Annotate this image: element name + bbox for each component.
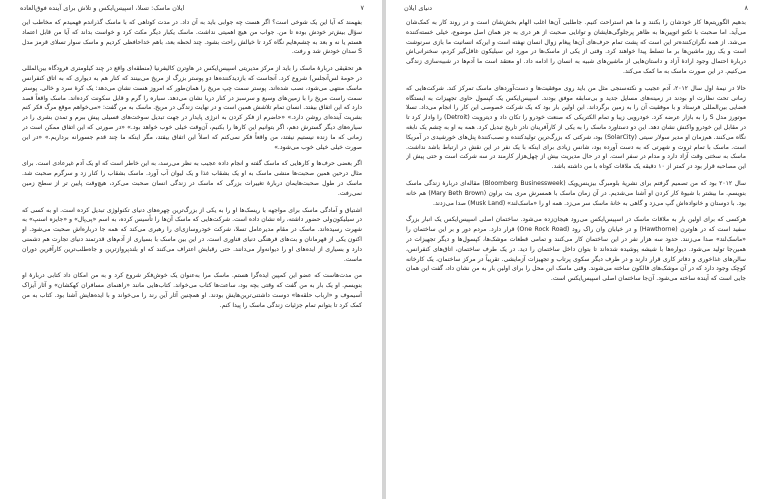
right-page-body bbox=[406, 18, 746, 495]
paragraph: بدهیم الگوریتم‌ها کار خودشان را بکنند و ما هم استراحت کنیم. جاطلبی آن‌ها اغلب الهام بخش‌شان است و در روند کار به کمک‌شان می‌آید. اما صحبت با تکنو اتوپین‌ها به ظاهر پرجلوگی‌هایشان و توانایی صحبت از هر دری به جز همان اصل موضوع، خیلی خسته‌کننده می‌شد. از همه نگران‌کننده‌تر این است که پشت تمام حرف‌های آن‌ها پیغام زوال انسان نهفته است و این‌که انسانیت ما بازی سرنوشت است و یک روز ماشین‌ها بر ما تسلط پیدا خواهند کرد. وقتی از یکی از ماسک‌ها در مورد این سیلیکون غافل‌گیر کردم، سخنرانی‌اش دربارهٔ احتمال وجود ارادهٔ آزاد و داستان‌هایی از ماشین‌های شبیه به انسان را ادامه داد. او معتقد است ما آدم‌ها در شبیه‌سازی زندگی می‌کنیم. در این صورت ماسک به ما کمک می‌کند. bbox=[406, 19, 746, 75]
page-gutter bbox=[382, 0, 386, 499]
left-page bbox=[4, 0, 380, 499]
right-page-running-head: دنیای ایلان bbox=[404, 4, 433, 12]
paragraph: سال ۲۰۱۲ بود که من تصمیم گرفتم برای نشریهٔ بلومبرگ بیزینس‌ویک (Bloomberg Businessweek) مقاله‌ای دربارهٔ زندگی ماسک بنویسم. ما بیشتر با شیوهٔ کار کردن او آشنا می‌شدیم. در آن زمان ماسک با همسرش مری بث براون (Mary Beth Brown) هم خانه بود. با دوستان و خانواده‌اش گپ می‌زد و گاهی به خانهٔ ماسک سر می‌زد. همه او را «ماسک‌لند» (Musk Land) صدا می‌زدند. bbox=[406, 179, 746, 207]
right-page bbox=[388, 0, 764, 499]
left-page-body bbox=[22, 18, 362, 495]
paragraph: اگر بعضی حرف‌ها و کارهایی که ماسک گفته و انجام داده عجیب به نظر می‌رسد، به این خاطر است که او یک آدم غیرعادی است. برای مثال درحین همین صحبت‌ها منشی ماسک به او یک بشقاب غذا و یک لیوان آب آورد. ماسک بشقاب را کنار زد و سرگرم صحبت شد. ماسک در طول صحبت‌هایمان دربارهٔ تغییرات بزرگی که ماسک در زندگی انسان صحبت می‌کرد، هیچ‌وقت پایین تر از سطح زمین نمی‌رفت. bbox=[22, 160, 362, 197]
left-page-header bbox=[20, 4, 364, 16]
paragraph: من مدت‌هاست که عضو این کمپین ایده‌گرا هستم. ماسک مرا به‌عنوان یک خوش‌فکر شروع کرد و به من امکان داد کتابی دربارهٔ او بنویسم. او یک بار به من گفت که وقتی بچه بود، ساعت‌ها کتاب می‌خواند. کتاب‌هایی مانند «راهنمای مسافران کهکشان» و آثار آیزاک آسیموف و «ارباب حلقه‌ها» دوست داشتنی‌ترین‌هایش بودند. او همچنین آثار آین رند را می‌خواند و با ایده‌هایش آشنا بود. کتاب به من کمک کرد تا بتوانم تمام جزئیات زندگی ماسک را پیدا کنم. bbox=[22, 272, 362, 309]
left-page-number: ۷ bbox=[360, 4, 364, 12]
paragraph: هر تحقیقی دربارهٔ ماسک را باید از مرکز مدیریتی اسپیس‌ایکس در هاوترن کالیفرنیا (منطقه‌ای واقع در چند کیلومتری فرودگاه بین‌المللی در حومهٔ لس‌آنجلس) شروع کرد. آنجاست که بازدیدکننده‌ها دو پوستر بزرگ از مریخ می‌بینند که کنار هم به دیواری که به اتاق کنفرانس ماسک منتهی می‌شود، نصب شده‌اند. پوستر سمت چپ مریخ را همان‌طور که امروز هست نشان می‌دهد: یک کرهٔ سرد و خالی. پوستر سمت راست مریخ را با زمین‌های وسیع و سرسبز در کنار دریا نشان می‌دهد. سیاره را گرم و قابل سکونت کرده‌اند. ماسک واقعاً قصد دارد که این اتفاق بیفتد. انسان تمام تلاشش همین است و در نهایت زندگی در مریخ. ماسک به من گفت: «می‌خواهم موقع مرگ فکر کنم بشریت آینده‌ای روشن دارد.» «حاضرم از فکر کردن به انرژی پایدار در جهت تبدیل سوخت‌های فسیلی پیش ببرم و تمدن بشری را در سیاره‌های دیگر گسترش دهم، اگر بتوانیم این کارها را بکنیم، آن‌وقت خیلی خوب خواهد بود.» «در صورتی که این اتفاق ممکن است در زمانی که ما زنده نیستیم نیفتد، من واقعاً فکر نمی‌کنم که اصلاً این اتفاق بیفتد، مگر اینکه ما چند قدم جسورانه برداریم.» «در این صورت خیلی خیلی خوب می‌شود.» bbox=[22, 65, 362, 151]
right-page-header bbox=[404, 4, 748, 16]
left-page-running-head: ایلان ماسک: تسلا، اسپیس‌ایکس و تلاش برای آینده فوق‌العاده bbox=[20, 4, 185, 12]
paragraph: بفهمند که آیا این یک شوخی است؟ اگر هست چه جوابی باید به آن داد. در مدت کوتاهی که با ماسک گذراندم فهمیدم که مخاطب این سؤال بیش‌تر خودش بوده تا من. جواب من هیچ اهمیتی نداشت. ماسک یکبار دیگر مکث کرد و خواست بداند که آیا من قابل اعتماد هستم یا نه و بعد به چشم‌هایم نگاه کرد تا خیالش راحت بشود. چند لحظه بعد، باهم خداحافظی کردیم و ماسک سوار تسلای قرمز مدل S سدان خودش شد و رفت. bbox=[22, 19, 362, 56]
paragraph: اشتیاق و آمادگی ماسک برای مواجهه با ریسک‌ها او را به یکی از بزرگ‌ترین چهره‌های دنیای تکنولوژی تبدیل کرده است. او به کسی که در سیلیکون‌ولی حضور داشته، راه نشان داده است. شرکت‌هایی که ماسک آن‌ها را تأسیس کرده، به اسم «پی‌پال» و «جایزه اسنپ» به شهرت رسیده‌اند. ماسک در مقام مدیرعامل تسلا، شرکت خودروسازی‌ای را رهبری می‌کند که همه جا درباره‌اش صحبت می‌شود. او اکنون یکی از قهرمانان و بت‌های فرهنگی دنیای فناوری است. در این بین ماسک با بسیاری از آدم‌های قدرتمند دنیای تجارت هم دشمنی دارد و بسیاری از ایده‌های او را دیوانه‌وار می‌دانند. حتی رقبایش اعتراف می‌کنند که او بلندپروازترین و جاه‌طلب‌ترین کارآفرین دوران ماست. bbox=[22, 206, 362, 263]
right-page-number: ۸ bbox=[744, 4, 748, 12]
paragraph: حالا در نیمهٔ اول سال ۲۰۱۲، آدم عجیب و نکته‌سنجی مثل من باید روی موفقیت‌ها و دست‌آوردهای ماسک تمرکز کند. شرکت‌هایی که زمانی تحت نظارت او بودند در زمینه‌های مسایل جدید و بی‌سابقه موفق بودند. اسپیس‌ایکس یک کپسول حاوی تجهیزات به ایستگاه فضایی بین‌المللی فرستاد و با موفقیت آن را به زمین برگرداند. این اولین بار بود که یک شرکت خصوصی این کار را انجام می‌داد. تسلا موتورز مدل S را به بازار عرضه کرد. خودرویی زیبا و تمام الکتریکی که صنعت خودرو را تکان داد و دیترویت (Detroit) را وادار کرد تا در مقابل این خودرو واکنش نشان دهد. این دو دستاورد ماسک را به یکی از کارآفرینان نادر تاریخ تبدیل کرد. همه به او به چشم یک نابغه نگاه می‌کنند. هم‌زمان او مدیر سولار سیتی (SolarCity) بود، شرکتی که بزرگ‌ترین تولیدکننده و نصب‌کنندهٔ پنل‌های خورشیدی در آمریکا است. ماسک با تمام ثروت و شهرتی که به دست آورده بود، شانس زیادی برای اینکه با یک نفر در این نقش در ارتباط باشد نداشت. ماسک به سختی وقت آزاد دارد و مدام در سفر است. او در حال مدیریت بیش از چهل‌هزار کارمند در سه شرکت است و حتی پیش از این مصاحبه قرار بود در کمتر از ۱۰ دقیقه یک ملاقات کوتاه با من داشته باشد. bbox=[406, 84, 746, 171]
paragraph: هرکسی که برای اولین بار به ملاقات ماسک در اسپیس‌ایکس می‌رود هیجان‌زده می‌شود. ساختمان اصلی اسپیس‌ایکس یک انبار بزرگ سفید است که در هاوترن (Hawthorne) و در خیابان وان راک رود (One Rock Road) قرار دارد. مردم دور و بر این ساختمان را «ماسک‌لند» صدا می‌زنند. حدود سه هزار نفر در این ساختمان کار می‌کنند و تمامی قطعات موشک‌ها، کپسول‌ها و دیگر تجهیزات در همین‌جا تولید می‌شود. دیواره‌ها با شیشه پوشیده شده‌اند تا بتوان داخل ساختمان را دید. در یک طرف ساختمان، اتاق‌های کنفرانس، سالن‌های غذاخوری و دفاتر کاری قرار دارند و در طرف دیگر سکوی پرتاب و تجهیزات آزمایشی. تقریباً در مرکز ساختمان، یک کارخانه کوچک وجود دارد که در آن موشک‌های فالکون ساخته می‌شوند. وقتی ماسک این محل را برای اولین بار به من نشان داد، گفت این همان جایی است که آینده ساخته می‌شود. آن‌جا ساختمان اصلی اسپیس‌ایکس است. bbox=[406, 216, 746, 283]
